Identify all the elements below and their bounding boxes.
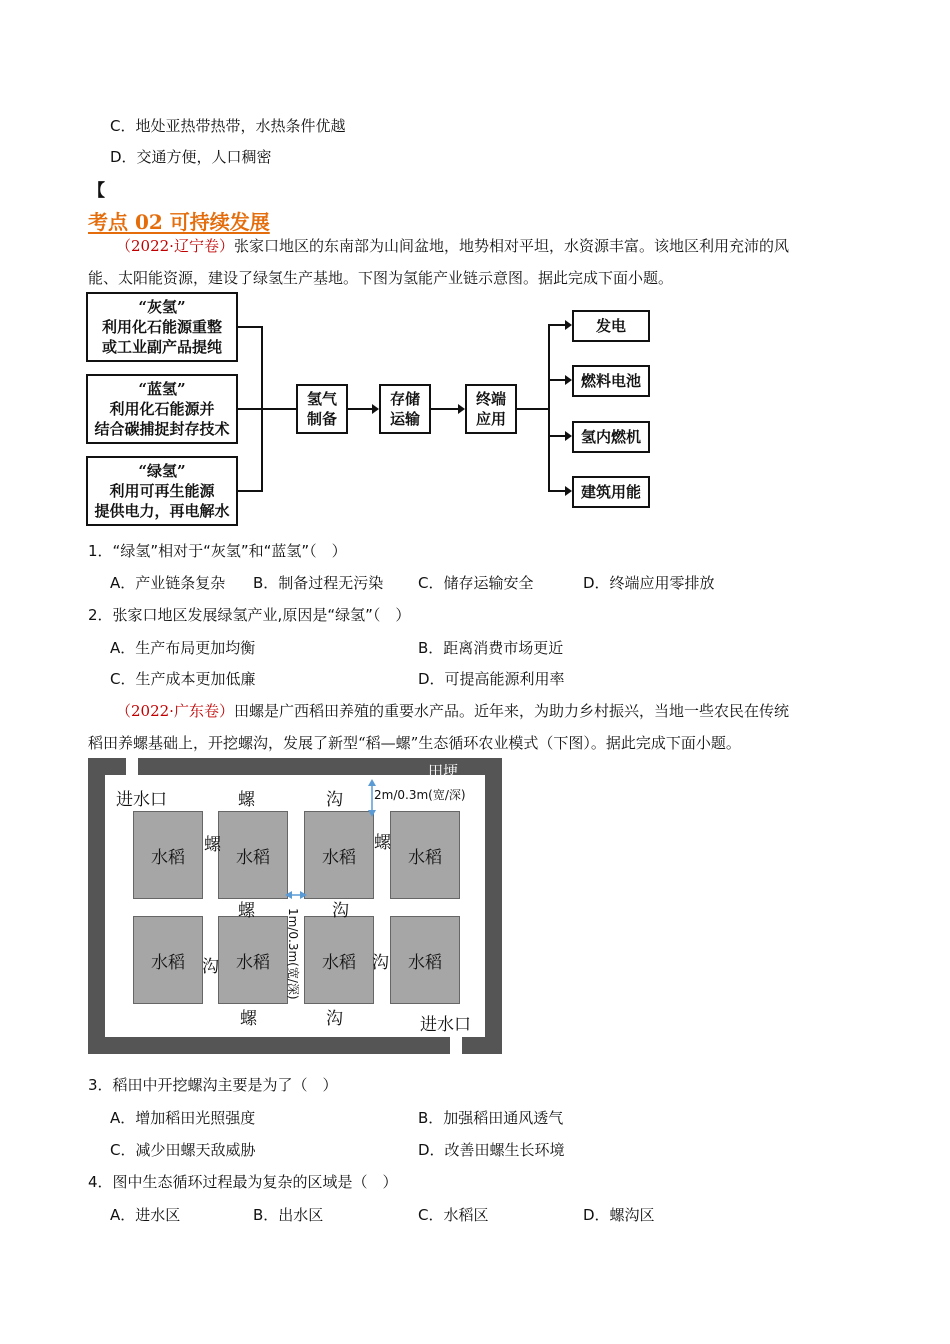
step-label: 运输 xyxy=(389,410,420,428)
paddy-plot: 水稻 xyxy=(133,916,203,1004)
use-box-power xyxy=(572,310,650,342)
step-box-application xyxy=(465,384,517,434)
source-name: “蓝氢” xyxy=(138,380,186,398)
section-title: 考点 02 可持续发展 xyxy=(88,210,270,234)
q4-option-b: B．出水区 xyxy=(253,1206,324,1224)
source-box-blue xyxy=(86,374,238,444)
step-box-production xyxy=(296,384,348,434)
q1-option-c: C．储存运输安全 xyxy=(418,574,534,592)
use-box-fuel-cell xyxy=(572,365,650,397)
use-arrows xyxy=(548,316,574,500)
q12-intro xyxy=(88,230,868,294)
option-c-top: C．地处亚热带热带，水热条件优越 xyxy=(110,117,346,135)
q4-option-d: D．螺沟区 xyxy=(583,1206,655,1224)
q2-option-b: B．距离消费市场更近 xyxy=(418,639,564,657)
inlet-gap-bottom xyxy=(450,1037,462,1054)
q12-intro-line1: 张家口地区的东南部为山间盆地，地势相对平坦，水资源丰富。该地区利用充沛的风 xyxy=(233,237,789,255)
paddy-plot: 水稻 xyxy=(218,916,288,1004)
source-desc: 或工业副产品提纯 xyxy=(101,338,222,356)
source-desc: 提供电力，再电解水 xyxy=(94,502,230,520)
connector-line xyxy=(238,326,262,328)
source-name: “灰氢” xyxy=(138,298,186,316)
q2-stem: 2．张家口地区发展绿氢产业,原因是“绿氢”（ ） xyxy=(88,606,411,624)
channel-label: 螺 xyxy=(374,833,391,853)
q4-option-a: A．进水区 xyxy=(110,1206,181,1224)
channel-label: 螺 xyxy=(204,835,221,855)
q3-option-c: C．减少田螺天敌威胁 xyxy=(110,1141,256,1159)
q1-option-d: D．终端应用零排放 xyxy=(583,574,715,592)
step-label: 存储 xyxy=(389,390,420,408)
q12-source: （2022·辽宁卷） xyxy=(116,237,234,255)
q3-option-d: D．改善田螺生长环境 xyxy=(418,1141,565,1159)
channel-label: 沟 xyxy=(202,957,219,977)
paddy-plot: 水稻 xyxy=(390,916,460,1004)
inlet-label-top: 进水口 xyxy=(116,790,167,810)
q2-option-d: D．可提高能源利用率 xyxy=(418,670,565,688)
use-box-engine xyxy=(572,421,650,453)
channel-label: 螺 xyxy=(240,1009,257,1029)
channel-label: 沟 xyxy=(332,901,349,921)
q12-intro-line2: 能、太阳能资源，建设了绿氢生产基地。下图为氢能产业链示意图。据此完成下面小题。 xyxy=(88,269,674,287)
q34-intro-line1: 田螺是广西稻田养殖的重要水产品。近年来，为助力乡村振兴，当地一些农民在传统 xyxy=(233,702,789,720)
q4-stem: 4．图中生态循环过程最为复杂的区域是（ ） xyxy=(88,1173,398,1191)
inlet-label-bottom: 进水口 xyxy=(420,1015,471,1035)
dimension-outer-label: 2m/0.3m(宽/深) xyxy=(374,788,466,802)
dimension-arrow-inner xyxy=(284,890,308,900)
channel-label: 螺 xyxy=(238,901,255,921)
use-label: 氢内燃机 xyxy=(580,428,641,446)
rice-snail-field-diagram xyxy=(88,758,502,1054)
use-label: 燃料电池 xyxy=(580,372,641,390)
source-desc: 利用化石能源重整 xyxy=(101,318,222,336)
channel-label: 沟 xyxy=(372,953,389,973)
channel-label: 沟 xyxy=(326,1009,343,1029)
source-desc: 利用可再生能源 xyxy=(109,482,215,500)
dimension-inner-label: 1m/0.3m(宽/深) xyxy=(286,908,300,1000)
paddy-plot: 水稻 xyxy=(304,811,374,899)
source-desc: 结合碳捕捉封存技术 xyxy=(94,420,230,438)
connector-line xyxy=(517,408,549,410)
q34-intro xyxy=(88,695,878,759)
connector-line xyxy=(238,408,296,410)
step-label: 氢气 xyxy=(306,390,337,408)
source-name: “绿氢” xyxy=(138,462,186,480)
option-d-top: D．交通方便，人口稠密 xyxy=(110,148,272,166)
q1-stem: 1．“绿氢”相对于“灰氢”和“蓝氢”（ ） xyxy=(88,542,347,560)
source-box-green xyxy=(86,456,238,526)
q34-intro-line2: 稻田养螺基础上，开挖螺沟，发展了新型“稻—螺”生态循环农业模式（下图）。据此完成下面小题。 xyxy=(88,734,741,752)
q1-option-b: B．制备过程无污染 xyxy=(253,574,384,592)
bracket-mark: 【 xyxy=(88,181,105,201)
source-desc: 利用化石能源并 xyxy=(109,400,215,418)
q3-option-b: B．加强稻田通风透气 xyxy=(418,1109,564,1127)
paddy-plot: 水稻 xyxy=(390,811,460,899)
q3-stem: 3．稻田中开挖螺沟主要是为了（ ） xyxy=(88,1076,338,1094)
step-label: 应用 xyxy=(475,410,506,428)
inlet-gap-top xyxy=(126,758,138,775)
source-box-gray xyxy=(86,292,238,362)
q3-option-a: A．增加稻田光照强度 xyxy=(110,1109,256,1127)
step-label: 终端 xyxy=(475,390,506,408)
q2-option-a: A．生产布局更加均衡 xyxy=(110,639,256,657)
q1-option-a: A．产业链条复杂 xyxy=(110,574,226,592)
channel-label: 沟 xyxy=(326,790,343,810)
q4-option-c: C．水稻区 xyxy=(418,1206,489,1224)
step-label: 制备 xyxy=(306,410,337,428)
paddy-plot: 水稻 xyxy=(218,811,288,899)
connector-line xyxy=(238,490,262,492)
paddy-plot: 水稻 xyxy=(133,811,203,899)
use-box-building xyxy=(572,476,650,508)
use-label: 发电 xyxy=(595,317,626,335)
channel-label: 螺 xyxy=(238,790,255,810)
paddy-plot: 水稻 xyxy=(304,916,374,1004)
q2-option-c: C．生产成本更加低廉 xyxy=(110,670,256,688)
connector-line xyxy=(261,326,263,492)
ridge-label: 田埂 xyxy=(428,762,459,780)
use-label: 建筑用能 xyxy=(580,483,641,501)
step-arrows xyxy=(348,400,468,418)
q34-source: （2022·广东卷） xyxy=(116,702,234,720)
